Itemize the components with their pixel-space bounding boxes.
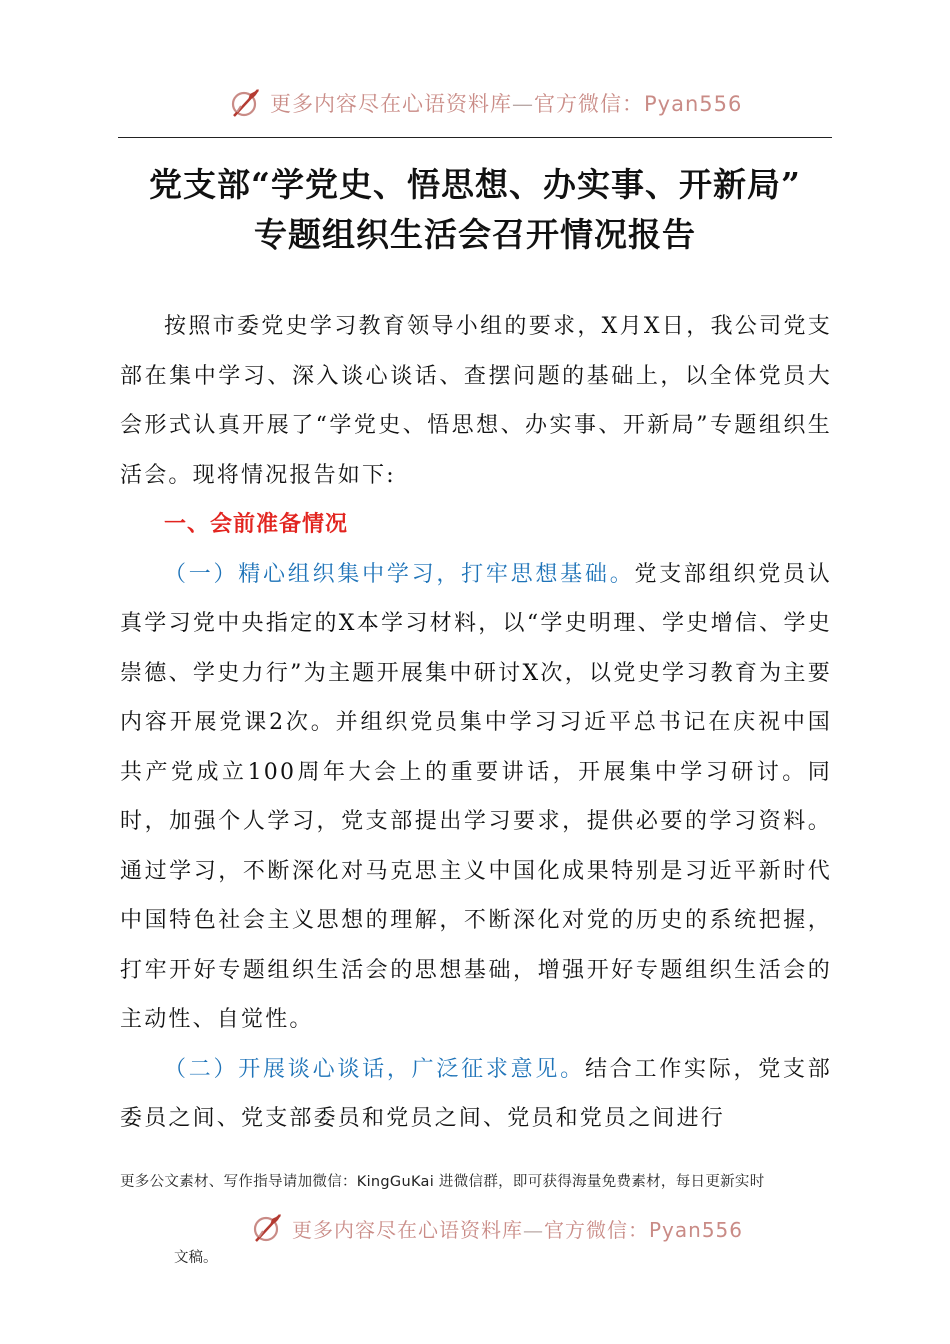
footer-note: 更多公文素材、写作指导请加微信：KingGuKai 进微信群，即可获得海量免费素材，每日更新实时: [120, 1174, 765, 1190]
subsection-heading: （二）开展谈心谈话，广泛征求意见。: [164, 1056, 585, 1082]
subsection-heading: （一）精心组织集中学习，打牢思想基础。: [164, 561, 635, 587]
footer-note-end: 文稿。: [174, 1250, 218, 1266]
watermark-text: 更多内容尽在心语资料库—官方微信：Pyan556: [270, 92, 743, 116]
watermark-banner-bottom: [250, 1208, 743, 1248]
title-line-2: 专题组织生活会召开情况报告: [254, 215, 696, 254]
header-divider: [118, 137, 832, 138]
watermark-banner-top: [228, 80, 742, 126]
watermark-text: 更多内容尽在心语资料库—官方微信：Pyan556: [292, 1217, 744, 1242]
quill-logo-icon: [228, 86, 262, 120]
title-line-1: 党支部“学党史、悟思想、办实事、开新局”: [149, 165, 801, 204]
document-title: [100, 160, 850, 260]
subsection-text: 党支部组织党员认真学习党中央指定的X本学习材料，以“学史明理、学史增信、学史崇德、学史力行”为主题开展集中研讨X次，以党史学习教育为主要内容开展党课2次。并组织党员集中学习习近平总书记在庆祝中国共产党成立100周年大会上的重要讲话，开展集中学习研讨。同时，加强个人学习，党支部提出学习要求，提供必要的学习资料。通过学习，不断深化对马克思主义中国化成果特别是习近平新时代中国特色社会主义思想的理解，不断深化对党的历史的系统把握，打牢开好专题组织生活会的思想基础，增强开好专题组织生活会的主动性、自觉性。: [120, 561, 832, 1032]
document-body: [120, 302, 832, 1144]
section-heading: 一、会前准备情况: [164, 512, 349, 537]
subsection-text: 结合工作实际，党支部委员之间、党支部委员和党员之间、党员和党员之间进行: [120, 1056, 832, 1131]
subsection-paragraph-1: [120, 550, 832, 1045]
subsection-paragraph-2: [120, 1045, 832, 1144]
quill-logo-icon: [250, 1211, 284, 1245]
intro-paragraph: 按照市委党史学习教育领导小组的要求，X月X日，我公司党支部在集中学习、深入谈心谈话、查摆问题的基础上，以全体党员大会形式认真开展了“学党史、悟思想、办实事、开新局”专题组织生活会。现将情况报告如下:: [120, 314, 832, 488]
